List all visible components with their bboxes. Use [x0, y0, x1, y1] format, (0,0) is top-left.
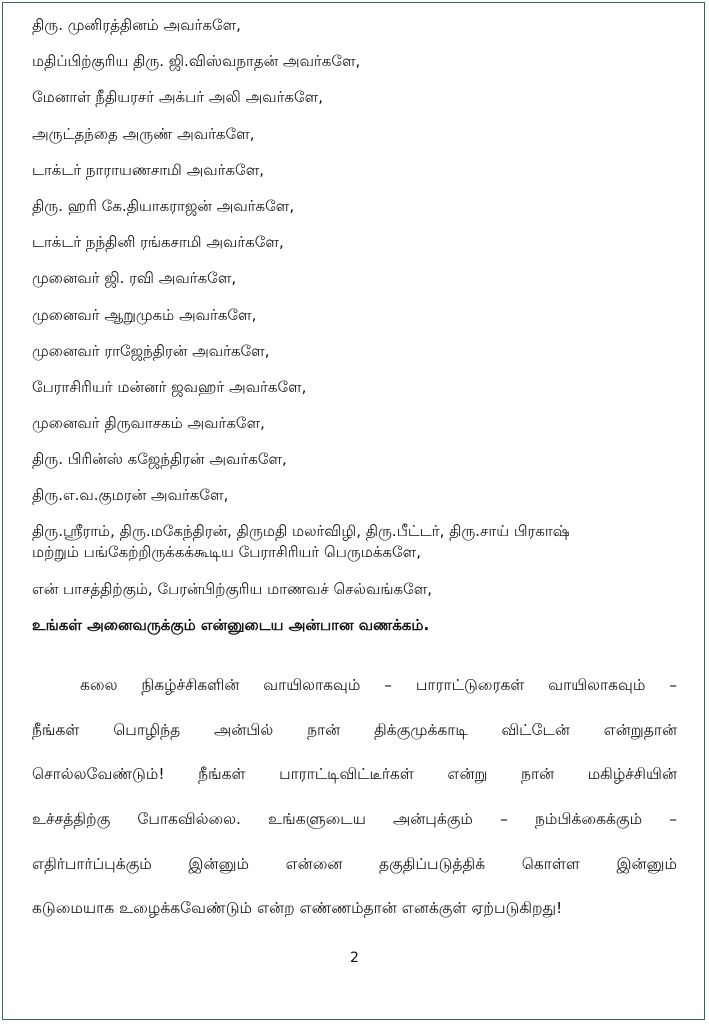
paragraph-word: – — [384, 676, 392, 694]
paragraph-word: – — [500, 810, 508, 829]
paragraph-word: நீங்கள் — [32, 720, 80, 739]
paragraph-word: திக்குமுக்காடி — [373, 720, 468, 739]
greeting-line: திரு. முனிரத்தினம் அவர்களே, — [32, 16, 241, 34]
closing-greeting: உங்கள் அனைவருக்கும் என்னுடைய அன்பான வணக்கம். — [32, 615, 430, 634]
paragraph-line — [32, 897, 677, 919]
paragraph-word: இன்னும் — [188, 854, 249, 873]
closing-greeting: என் பாசத்திற்கும், பேரன்பிற்குரிய மாணவச் செல்வங்களே, — [32, 579, 433, 598]
paragraph-word: உச்சத்திற்கு — [32, 810, 111, 829]
paragraph-line — [32, 719, 677, 741]
paragraph-word: அன்புக்கும் — [393, 810, 473, 829]
greeting-line: டாக்டர் நாராயணசாமி அவர்களே, — [32, 160, 264, 179]
greeting-line: முனைவர் ராஜேந்திரன் அவர்களே, — [32, 341, 270, 360]
paragraph-word: மகிழ்ச்சியின் — [587, 765, 677, 784]
paragraph-word: நம்பிக்கைக்கும் — [534, 810, 643, 829]
greeting-line: திரு.எ.வ.குமரன் அவர்களே, — [32, 486, 229, 505]
paragraph-word: நான் — [521, 765, 555, 784]
greeting-line: முனைவர் ஆறுமுகம் அவர்களே, — [32, 305, 257, 324]
paragraph-word: போகவில்லை. — [137, 810, 241, 829]
paragraph-word: நான் — [307, 720, 341, 739]
multi-line-greeting-line1: திரு.ஸ்ரீராம், திரு.மகேந்திரன், திருமதி மலர்விழி, திரு.பீட்டர், திரு.சாய் பிரகாஷ் — [32, 521, 570, 540]
paragraph-line — [32, 763, 677, 785]
paragraph-word: எதிர்பார்ப்புக்கும் — [32, 854, 152, 873]
greeting-line: பேராசிரியர் மன்னர் ஜவஹர் அவர்களே, — [32, 377, 307, 396]
paragraph-word: சொல்லவேண்டும்! — [32, 765, 165, 784]
page-number: 2 — [350, 950, 359, 966]
paragraph-word: – — [669, 810, 677, 829]
greeting-line: திரு. ஹரி கே.தியாகராஜன் அவர்களே, — [32, 196, 295, 215]
greeting-list — [32, 14, 682, 650]
paragraph-word: வாயிலாகவும் — [263, 676, 361, 694]
paragraph-word: கடுமையாக உழைக்கவேண்டும் என்ற எண்ணம்தான் எனக்குள் ஏற்படுகிறது! — [32, 899, 563, 918]
greeting-line: முனைவர் ஜி. ரவி அவர்களே, — [32, 269, 237, 288]
greeting-line: முனைவர் திருவாசகம் அவர்களே, — [32, 414, 265, 433]
greeting-line: அருட்தந்தை அருண் அவர்களே, — [32, 124, 255, 143]
paragraph-word: கலை — [80, 676, 118, 694]
paragraph-word: உங்களுடைய — [268, 810, 366, 829]
paragraph-word: என்று — [447, 765, 488, 784]
paragraph-line — [32, 853, 677, 875]
paragraph-word: பாராட்டுரைகள் — [415, 676, 525, 694]
paragraph-word: – — [669, 676, 677, 694]
paragraph-word: தகுதிப்படுத்திக் — [379, 854, 486, 873]
paragraph-word: நிகழ்ச்சிகளின் — [141, 676, 240, 694]
paragraph-word: பாராட்டிவிட்டீர்கள் — [279, 765, 414, 784]
greeting-line: மேனாள் நீதியரசர் அக்பர் அலி அவர்களே, — [32, 88, 323, 107]
paragraph-word: நீங்கள் — [198, 765, 246, 784]
greeting-line: திரு. பிரின்ஸ் கஜேந்திரன் அவர்களே, — [32, 450, 287, 469]
paragraph-word: பொழிந்த — [113, 720, 181, 739]
multi-line-greeting — [32, 521, 682, 565]
paragraph-word: வாயிலாகவும் — [548, 676, 646, 694]
paragraph-line — [32, 674, 677, 696]
paragraph-word: என்னை — [285, 854, 343, 873]
body-paragraph — [32, 674, 677, 942]
greeting-line: டாக்டர் நந்தினி ரங்கசாமி அவர்களே, — [32, 233, 284, 252]
multi-line-greeting-line2: மற்றும் பங்கேற்றிருக்கக்கூடிய பேராசிரியர் பெருமக்களே, — [32, 542, 421, 561]
paragraph-word: அன்பில் — [214, 720, 274, 739]
paragraph-word: விட்டேன் — [501, 720, 570, 739]
paragraph-word: என்றுதான் — [603, 720, 677, 739]
paragraph-word: இன்னும் — [616, 854, 677, 873]
greeting-line: மதிப்பிற்குரிய திரு. ஜி.விஸ்வநாதன் அவர்களே, — [32, 52, 361, 71]
paragraph-line — [32, 808, 677, 830]
paragraph-word: கொள்ள — [521, 854, 580, 873]
